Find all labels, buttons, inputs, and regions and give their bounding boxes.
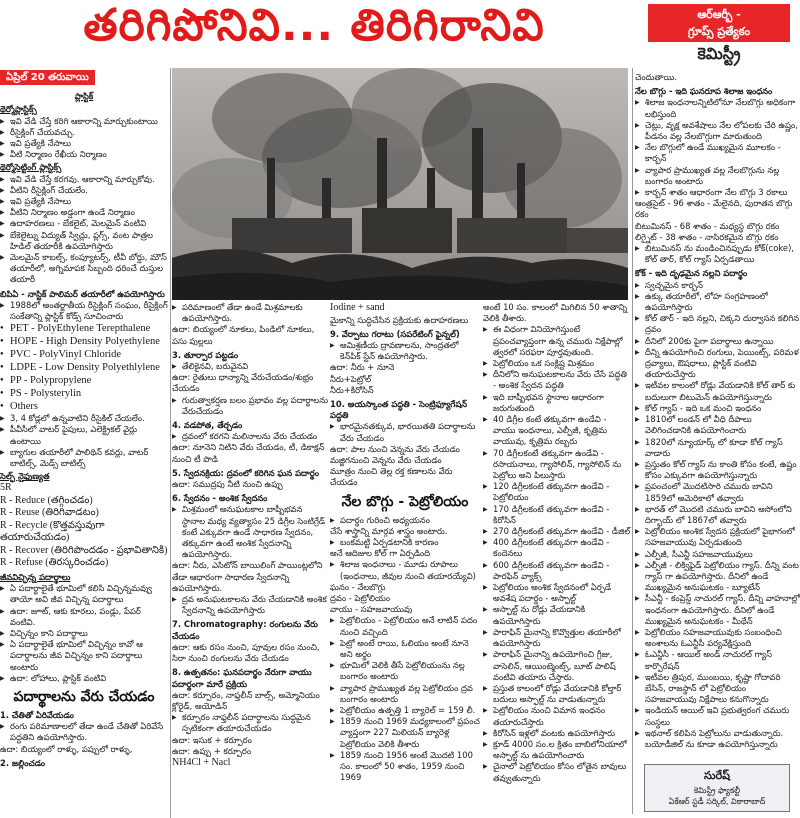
column-2 xyxy=(172,302,328,818)
list-item: ▶ కర్పూరం నాఫ్తలీన్ పదార్థాలను సుద్ధమైన స్ఫటికంగా తయారుచేయడం xyxy=(172,712,328,734)
list-item: ఉదా: సముద్రపు నీటి నుంచి ఉప్పు xyxy=(172,479,283,490)
list-item: ▶ బంకమట్టి ఏర్పడటానికి కారణం xyxy=(330,537,480,548)
list-item: ▶ ఇండియన్ ఆయిల్ ఇవి ప్రభుత్వరంగ చమురు సంస్థలు xyxy=(635,705,800,727)
list-item: ▶ ద్రవ అనుఘటకాలను వేరు చేయడానికి అంశిక స్వేదనాన్ని ఉపయోగిస్తారు xyxy=(172,594,328,616)
list-item: ▶ 3, 4 కోడ్లలో ఉన్నవాటిని రీసైకిల్ చేయలేం. xyxy=(0,413,168,424)
list-item: 5. స్వేదనక్రియ: ద్రవంలో కరిగిన ఘన పదార్థం xyxy=(172,467,319,478)
list-item: ▶ ప్రపంచంలో మొదటిసారి చమురు బావిని 1859లో అమెరికాలో తవ్వారు xyxy=(635,481,800,503)
list-item: ▶ 70 డిగ్రీలకంటే తక్కువగా ఉండేవి - రసాయనాలు, గ్యాసోలిన్, గ్యాసోలిన్ ను పెట్రోలు అని పిలుస్తారు xyxy=(483,448,631,482)
list-item: ఉదా: ఆకు రసం నుంచి, పూవుల రసం నుంచి, సిరా నుంచి రంగులను వేరు చేయడం xyxy=(172,641,320,664)
list-item: లిగ్నైట్ - 38 శాతం - నాసిరకమైన బొగ్గు రకం xyxy=(635,231,779,242)
list-item: ఉదా: ఇసుక + కర్పూరం xyxy=(172,734,252,745)
column-1 xyxy=(0,68,168,818)
biodegradable-subheading: జీవవిచ్ఛిన్న పదార్థాలు xyxy=(0,571,71,582)
list-item: ▶ బేకెలైట్ను విద్యుత్ స్విచ్లు, ప్లగ్స్, వంట పాత్రల హిడిల్ తయారీకి ఉపయోగిస్తారు xyxy=(0,230,168,252)
list-item: 3. తూర్పార పట్టడం xyxy=(172,349,239,360)
list-item: చేసే శాస్త్రాన్ని మార్గవ శాస్త్రం అంటారు. xyxy=(330,525,448,536)
list-item: ▶ ఉదా: జూట్, ఆకు కూరలు, పండ్లు, పేపర్ వంటివి. xyxy=(0,606,168,628)
list-item: ఉదా: కర్పూరం, నాఫ్తలీన్ బాల్స్, అమ్మోనియం క్లోరైడ్, అయోడిన్ xyxy=(172,689,320,711)
list-item: ▶ పెట్రో అంటే రాయి, ఓలియం అంటే నూనె అని అర్థం xyxy=(330,638,480,660)
list-item: ▶ ద్రవంలో కరగని మలినాలను వేరు చేయడం xyxy=(172,431,328,442)
list-item: ▶ బ్యాగుల తయారీలో పాలిథిన్ కవర్లు, వాటర్ బాటిల్స్, మెడ్స్ బాటిల్స్ xyxy=(0,447,168,469)
list-item: నీరు+కిరోసిన్ xyxy=(330,384,374,395)
list-item: ▶ మెలమైన్ కాబల్స్, కంప్యూటర్స్, టీవీ బోర్డు, మౌస్ తయారీలో, అగ్నిమాపక సిబ్బంది ధరించే దుస్తుల తయారీ xyxy=(0,252,168,286)
list-item: ▶ పరిమాణంలో తేడా ఉండే మిశ్రమాలకు ఉపయోగిస్తారు. xyxy=(172,302,328,324)
five-r-label: 5R xyxy=(0,482,12,494)
list-item: కోక్ - ఇది దృఢమైన నల్లని పదార్థం xyxy=(635,268,748,279)
list-item: ▶ రీసైక్లింగ్ చేయవచ్చు. xyxy=(0,127,168,138)
author-role: కెమిస్ట్రీ ఫ్యాకల్టీ xyxy=(694,786,740,795)
list-item: అనే ఆదిజుల కోల్ గా ఏర్పడింది xyxy=(330,548,431,559)
list-item: ▶ వీటిని రీసైక్లింగ్ చేయలేం. xyxy=(0,185,168,196)
list-item: చెందుతాయి. xyxy=(635,72,678,82)
list-item: ▶ ఈ విధంగా వినియోగిస్తుంటే ప్రపంచవ్యాప్తంగా ఉన్న చమురు నిక్షేపాల్లో త్వరలో సరఫరా పూర్తవుతుంది. xyxy=(483,324,631,358)
list-item: ▶ ఇటీవల కాలంలో రోడ్లు వేయడానికి కోల్ తార్ కు బదులుగా బిటుమెన్ ఉపయోగిస్తున్నారు xyxy=(635,380,800,402)
list-item: ▶ చైనాలో పెట్రోలియం కోసం లోతైన బావులు తవ్వుతున్నారు xyxy=(483,761,631,783)
list-item: అంటే 10 సం. కాలంలో మిగిలిన 50 శాతాన్ని వెలికి తీశారు. xyxy=(483,302,628,324)
list-item: ▶ పెట్రోలియం నుంచి విమాన ఇంధనం తయారుచేస్తారు xyxy=(483,705,631,727)
subject-title: కెమిస్ట్రీ xyxy=(697,44,741,63)
plastic-code: ● PVC - PolyVinyl Chloride xyxy=(0,348,168,361)
r-item: R - Reuse (తిరిగివాడటం) xyxy=(0,507,99,519)
list-item: ▶ వీటిని నిర్మాణం అడ్డంగా ఉండే నిర్మాణం xyxy=(0,207,168,218)
list-item: ▶ ఇవి వేడి చేస్తే కరిగి ఆకారాన్ని మార్చుకుంటాయి xyxy=(0,116,168,127)
factory-chimneys-illustration xyxy=(172,68,628,300)
list-item: ▶ ఉదా: లోహాలు, ప్లాస్టిక్ వంటివి xyxy=(0,673,168,684)
list-item: 8. ఉత్పతనం: ఘనపదార్థం నేరుగా వాయు పదార్థంగా మారే ప్రక్రియ xyxy=(172,667,312,689)
list-item: ▶ పదార్థం గురించి అధ్యయనం xyxy=(330,515,480,526)
list-item: ▶ శిలాజ ఇంధనాలన్నిటిలోనూ నేలబొగ్గు అధికంగా లభిస్తుంది xyxy=(635,97,800,119)
list-item: ▶ శిలాజ ఇంధనాలు - మూడు రూపాలు (ఇంధనాలు, జీవుల నుంచి తయారయ్యేవి) xyxy=(330,559,480,581)
list-item: 9. వేర్పాటు గరాటు (సపరేటింగ్ ఫైన్నల్) xyxy=(330,328,460,339)
list-item: ▶ పెట్రోలియం అంశిక స్వేదనంలో ఏర్పడే అవశేష పదార్థం - అస్ఫాల్ట్ xyxy=(483,582,631,604)
list-item: Iodine + sand xyxy=(330,302,385,313)
list-item: ▶ 1810లో లండన్ లో వీధి దీపాలు వెలిగించడానికి ఉపయోగించారు xyxy=(635,414,800,436)
list-item: ▶ ఉదాహరణలు - బేకలైట్, మెలమైన్ వంటివి xyxy=(0,218,168,229)
thermosetting-subheading: థెర్మోసెట్టింగ్ ప్లాస్టిక్స్ xyxy=(0,162,62,173)
list-item: ఉదా: బియ్యంలో నూకలు, పిండిలో నూకలు, పసు పుల్లలు xyxy=(172,324,315,346)
list-item: ▶ ఇథనాల్ కలిపిన పెట్రోలును వాడుతున్నారు. బయోడీజిల్ ను కూడా ఉపయోగిస్తున్నారు xyxy=(635,728,800,750)
list-item: ▶ పెట్రోలియం - పెట్రోలియం అనే లాటిన్ పదం నుంచి వచ్చింది xyxy=(330,615,480,637)
list-item: ▶ ప్రస్తుత కాలంలో రోడ్లు వేయడానికి కోల్తార్ బదులు అస్ఫాల్ట్ ను వాడుతున్నారు xyxy=(483,683,631,705)
list-item: ▶ ఎల్పీజీ - లిక్విఫైడ్ పెట్రోలియం గ్యాస్. దీన్ని వంట గ్యాస్ గా ఉపయోగిస్తారు. దీనిలో ఉండే ముఖ్యమైన అనుఘటకం - బ్యూటేన్ xyxy=(635,560,800,594)
list-item: ▶ పారాఫిన్ మైనాన్ని కొవ్వొత్తుల తయారీలో ఉపయోగిస్తారు xyxy=(483,627,631,649)
self-skill-subheading: సెల్ఫ్ నైఫుణ్యత xyxy=(0,471,50,482)
list-item: ▶ 40 డిగ్రీల కంటే తక్కువగా ఉండేవి - వాయు ఇంధనాలు, ఎల్పీజీ, కృత్రిమ వాయువు, కృత్రిమ రబ్బరు xyxy=(483,414,631,448)
r-item: R - Reduce (తగ్గించడం) xyxy=(0,494,93,506)
r-item: R - Recover (తిరిగిపొందడం - ప్రభావితానికి) xyxy=(0,544,168,556)
list-item: 6. స్వేదనం - అంశిక స్వేదనం xyxy=(172,493,268,504)
thermoplastics-subheading: థెర్మోప్లాస్టిక్స్ xyxy=(0,104,37,115)
list-item: మజ్జిగనుంచి వెన్నను వేరు చేయడం xyxy=(330,454,442,465)
list-item: ▶ వీటి నిర్మాణం రేఖీయ నిర్మాణం xyxy=(0,149,168,160)
list-item: ▶ వ్యాపార ప్రాముఖ్యత వల్ల పెట్రోలియం ద్రవ బంగారం అంటారు xyxy=(330,683,480,705)
plastic-code: ● HOPE - High Density Polyethylene xyxy=(0,335,168,348)
coal-petroleum-heading: నేల బొగ్గు - పెట్రోలియం xyxy=(341,493,469,510)
r-item: R - Recycle (కొత్తవస్తువుగా తయారుచేయడం) xyxy=(0,519,105,544)
list-item: ▶ సీఎన్జీ - కంప్రెస్డ్ నాచురల్ గ్యాస్. దీన్ని వాహనాల్లో ఇంధనంగా ఉపయోగిస్తారు. దీనిలో ఉండే ముఖ్యమైన అనుఘటకం - మీథేన్ xyxy=(635,593,800,627)
list-item: 1. చేతితో ఏరివేయడం xyxy=(0,710,74,721)
list-item: ఉదా: నీరు + నూనె xyxy=(330,362,395,373)
list-item: వాయు - సహజవాయువు xyxy=(330,604,413,615)
plastic-code: ● PET - PolyEthylene Terepthalene xyxy=(0,322,168,335)
list-item: ఆంత్రసైట్ - 96 శాతం - మేలైనది, పురాతన బొగ్గు రకం xyxy=(635,198,793,220)
resin-line: బిపిఏ - నాస్టిక్ పాలిమర్ తయారీలో ఉపయోగిస్తారు xyxy=(0,288,165,299)
column-5 xyxy=(635,72,800,818)
list-item: ▶ పెట్రోలియం ఒక సంక్లిష్ట మిశ్రమం xyxy=(483,358,631,369)
list-item: ▶ 600 డిగ్రీలకంటే తక్కువగా ఉండేవి - పారఫిన్ వ్యాక్స్ xyxy=(483,560,631,582)
author-name: సురేష్ xyxy=(704,769,730,782)
list-item: ఉదా: నూనెని నిటిని వేరు చేయడం, టీ, డికాక్షన్ నుంచి టీ పొడి xyxy=(172,442,325,464)
plastic-code: ● PS - Polysterylin xyxy=(0,387,168,400)
list-item: ▶ ఇది బాష్పీభవన స్థానాల ఆధారంగా జరుగుతుంది xyxy=(483,392,631,414)
list-item: ▶ దీన్ని ఉపయోగించి రంగులు, పెయింట్స్, పరిమళ ద్రవ్యాలు, ఔషధాలు, ప్లాస్టిక్ వంటివి తయారుచేస్తారు xyxy=(635,347,800,381)
list-item: ▶ కోల్ తార్ - ఇది నల్లని, చిక్కని దుర్వాసన కలిగిన ద్రవం xyxy=(635,313,800,335)
separation-heading: పదార్థాలను వేరు చేయడం xyxy=(13,689,155,706)
list-item: ▶ పెట్రోలియం అంశిక స్వేదన ప్రక్రియలో పైభాగంలో సహజవాయువు ఏర్పడుతుంది xyxy=(635,526,800,548)
author-box xyxy=(644,764,790,812)
list-item: ▶ భూమిలో వెలికి తీసే పెట్రోలియంను నల్ల బంగారం అంటారు xyxy=(330,660,480,682)
list-item: ఉదా: ఉప్పు + కర్పూరం xyxy=(172,745,252,756)
r-item: R - Refuse (తిరస్కరించడం) xyxy=(0,557,109,569)
list-item: ▶ ఇటీవల త్రిపుర, ముంబయి, కృష్ణా గోదావరి బేసిన్, రాజస్థాన్ లో పెట్రోలియం సహజవాయువు నిక్షేపాలు కనుగొన్నారు xyxy=(635,672,800,706)
list-item: ▶ 170 డిగ్రీలకంటే తక్కువగా ఉండేవి - కిరోసిన్ xyxy=(483,504,631,526)
list-item: ▶ పీవీసీలో వాటర్ పైపులు, ఎలెక్ట్రికల్ వైర్లు ఉంటాయి xyxy=(0,424,168,446)
list-item: 10. అయస్కాంత పద్ధతి - సెంట్రిఫ్యూగేషన్ పద్ధతి xyxy=(330,398,468,421)
list-item: 7. Chromatography: రంగులను వేరు చేయడం xyxy=(172,619,318,641)
list-item: ▶ స్వచ్ఛమైన కార్బన్ xyxy=(635,280,800,291)
list-item: ▶ అమిశ్రణీయ ద్రావణాలను, సాంద్రతలో కెన్‌పిక్ స్టేన్ ఉపయోగిస్తారు. xyxy=(330,340,480,362)
list-item: ▶ 120 డిగ్రీలకంటే తక్కువగా ఉండేవి - పెట్రోలియం xyxy=(483,481,631,503)
list-item: ▶ 400 డిగ్రీలకంటే తక్కువగా ఉండేవి - కందెనలు xyxy=(483,537,631,559)
list-item: బిటుమినస్ - 68 శాతం - మధ్యస్థ బొగ్గు రకం xyxy=(635,220,780,231)
list-item: ▶ 1859 నుంచి 1956 అంటే మొదటి 100 సం. కాలంలో 50 శాతం, 1959 నుంచి 1969 xyxy=(330,750,480,784)
list-item: ద్రవం - పెట్రోలియం xyxy=(330,592,390,603)
list-item: ఉదా: నీరు, ఎసిటోన్ బాయిలింగ్ పాయింట్లలోని తేడా ఆధారంగా సాధారణ స్వేదనాన్ని ఉపయోగిస్తారు. xyxy=(172,560,323,593)
industrial-smoke-photo xyxy=(172,68,628,300)
list-item: ▶ కిరోసిన్ ఇళ్లలో వంటకు ఉపయోగిస్తారు xyxy=(483,728,631,739)
plastic-code: ● PP - Polypropylene xyxy=(0,374,168,387)
column-divider xyxy=(632,68,633,814)
list-item: ▶ నేల బొగ్గులో ఉండే ముఖ్యమైన మూలకం - కార్బన్ xyxy=(635,142,800,164)
list-item: ▶ 1820లో న్యూయార్క్ లో కూడా కోల్ గ్యాస్ వాడారు xyxy=(635,437,800,459)
list-item: ▶ ఎల్పీజీ, సీఎన్జీ సహజవాయువులు xyxy=(635,549,800,560)
formula: NH4Cl + Nacl xyxy=(172,756,231,768)
list-item: ▶ 1988లో అంతర్జాతీయ రీసైక్లింగ్ సంఘం, రీసైక్లింగ్ సంకేతాన్ని ప్లాస్టిక్ కోడ్స్ సూచించారు xyxy=(0,300,168,322)
badge-line-1: ఆర్ఆర్బీ - xyxy=(697,8,741,21)
list-item: ▶ కోల్ గ్యాస్ - ఇది ఒక మంచి ఇంధనం xyxy=(635,403,800,414)
list-item: ▶ భారత్ లో మొదటి చమురు బావిని అసోంలోని దిగ్భాయ్ లో 1867లో తవ్వారు xyxy=(635,504,800,526)
list-item: ఉదా: బియ్యంలో రాళ్ళు, పప్పులో రాళ్ళు, xyxy=(0,743,133,754)
plastic-code: ● LDPE - Low Density Polyethlylene xyxy=(0,361,168,374)
list-item: ▶ 270 డిగ్రీలకంటే తక్కువగా ఉండేవి - డీజిల్ xyxy=(483,526,631,537)
list-item: ▶ పెట్రోలియం ఉత్పత్తి 1 బ్యారెల్ = 159 లీ. xyxy=(330,705,480,716)
list-item: 2. జల్లించడం xyxy=(0,757,46,768)
list-item: ▶ ఉక్కు తయారీలో, లోహ సంగ్రహణంలో ఉపయోగిస్తారు xyxy=(635,291,800,313)
list-item: ▶ మిశ్రమంలో అనుఘటకాల బాష్పీభవన స్థానాల మధ్య వ్యత్యాసం 25 డిగ్రీల సెంటిగ్రేడ్ కంటే ఎక్కువగా ఉండే సాధారణ స్వేదనం, తక్కువగా ఉంటే అంశిక స్వేదనాన్ని ఉపయోగిస్తారు. xyxy=(172,504,328,560)
list-item: ▶ క్రూడ్ 4000 సం.ల క్రితం బాబిలోనియాలో అస్ఫాల్ట్ ను ఉపయోగించారు xyxy=(483,739,631,761)
list-item: ▶ ఇవి ప్రత్యేకి నేసాలు xyxy=(0,196,168,207)
list-item: ▶ రంగు పరిమాణాలలో తేడా ఉండే చేతితో ఏరివేసే పద్ధతిని ఉపయోగిస్తారు. xyxy=(0,721,168,743)
list-item: ▶ తేలికైనవి, బరువైనవి xyxy=(172,361,328,372)
list-item: ▶ అస్ఫాల్ట్ ను రోడ్లు వేయడానికి ఉపయోగిస్తారు xyxy=(483,604,631,626)
list-item: ఘనం - నేలబొగ్గు xyxy=(330,581,386,592)
list-item: ▶ బిటుమినస్ ను మండించినప్పుడు కోక్(coke), కోల్ తార్, కోల్ గ్యాస్ ఏర్పడతాయి xyxy=(635,243,800,265)
column-divider xyxy=(170,68,171,818)
list-item: ఉదా: రైతులు ధాన్యాన్ని వేరుచేయడం/శుభ్రం చేయడం xyxy=(172,372,314,394)
plastic-code: ● Others xyxy=(0,400,168,413)
list-item: ▶ కార్బన్ శాతం ఆధారంగా నేల బొగ్గు 3 రకాలు xyxy=(635,187,800,198)
list-item: ▶ ఏ పదార్థాలైతే భూమిలో కలిసి విచ్ఛిన్నమవ్వు తాయో అవి జీవ విచ్ఛిన్న పదార్థాలు xyxy=(0,583,168,605)
list-item: ▶ పారాఫిన్ మైనాన్ని ఉపయోగించి గ్రీజు, వాసెలిన్, ఆయింట్మెంట్స్, బూట్ పాలిష్ వంటివి తయారు చేస్తారు. xyxy=(483,649,631,683)
plastic-heading: ప్లాస్టిక్ xyxy=(74,91,94,102)
list-item: ▶ పెట్రోలియం సహజవాయువుకు సంబంధించి అంశాలను ఓఎన్జీసీ పర్యవేక్షిస్తుంది xyxy=(635,627,800,649)
list-item: ▶ వ్యాపార ప్రాముఖ్యత వల్ల నేలబొగ్గును నల్ల బంగారం అంటారు xyxy=(635,165,800,187)
column-4 xyxy=(483,302,631,818)
list-item: ▶ ఓఎన్జీసీ - ఆయిల్ అండ్ నాచురల్ గ్యాస్ కార్పొరేషన్ xyxy=(635,649,800,671)
list-item: ▶ గురుత్వాకర్షణ బలం ప్రభావం వల్ల పదార్థాలను వేరుచేయడం xyxy=(172,395,328,417)
list-item: ▶ దీనిలోని అనుఘటకాలను వేరు చేసే పద్ధతి - అంశిక స్వేదన పద్ధతి xyxy=(483,369,631,391)
section-badge xyxy=(648,4,790,42)
list-item: ▶ విచ్ఛిన్నం కాని పదార్థాలు xyxy=(0,628,168,639)
list-item: మూత్రం నుంచి తెల్ల రక్త కణాలను వేరు చేయడం xyxy=(330,466,453,488)
list-item: ▶ ఏ పదార్థాలైతే భూమిలో విచ్ఛిన్నం కావో ఆ పదార్థాలను జీవ విచ్ఛిన్నం కాని పదార్థాలు అంటారు xyxy=(0,639,168,673)
list-item: ▶ ప్రస్తుతం కోల్ గ్యాస్ ను కాంతి కోసం కంటే, ఉష్ణం కోసం ఎక్కువగా ఉపయోగిస్తున్నారు xyxy=(635,459,800,481)
list-item: ▶ ఇవి వేడి చేస్తే కరగవు. ఆకారాన్ని మార్చుకోవు. xyxy=(0,174,168,185)
list-item: ▶ చెట్లు, వృక్ష అవశేషాలు నేల లోపలకు చేరి ఉష్ణం, పీడనం వల్ల నేలబొగ్గుగా మారుతుంది xyxy=(635,120,800,142)
badge-line-2: గ్రూప్స్ ప్రత్యేకం xyxy=(687,25,751,38)
headline: తరిగిపోనివి... తిరిగిరానివి xyxy=(83,0,545,51)
continuation-tag: ఏప్రిల్ 20 తరువాయి xyxy=(0,70,95,85)
list-item: ఉదా: పాల నుంచి వెన్నను వేరు చేయడం xyxy=(330,443,460,454)
column-3 xyxy=(330,302,480,818)
list-item: నీరు+పెట్రోల్ xyxy=(330,373,372,384)
list-item: ▶ 1859 నుంచి 1969 మధ్యకాలంలో ప్రపంచ వ్యాప్తంగా 227 మిలియన్ బ్యారెళ్ల పెట్రోలియం వెలికి తీశారు xyxy=(330,716,480,750)
author-affiliation: ఏకేఆర్ స్టడీ సర్కిల్, వికారాబాద్ xyxy=(668,797,766,806)
list-item: మైకాన్ని సుద్ధిచేసిన ప్రక్రియకు ఉదాహరణలు xyxy=(330,314,469,325)
list-item: ▶ ఇవి ప్రత్యేకి నేసాలు xyxy=(0,138,168,149)
list-item: నేల బొగ్గు - ఇది ఘనరూప శిలాజ ఇంధనం xyxy=(635,86,773,97)
list-item: ▶ భారమైనతక్కువ, భారయితతి పదార్థాలను వేరు చేయడం xyxy=(330,421,480,443)
list-item: 4. వడపోత, తేర్చడం xyxy=(172,420,243,431)
list-item: ▶ దీనిలో 200కు పైగా పదార్థాలు ఉన్నాయి xyxy=(635,336,800,347)
